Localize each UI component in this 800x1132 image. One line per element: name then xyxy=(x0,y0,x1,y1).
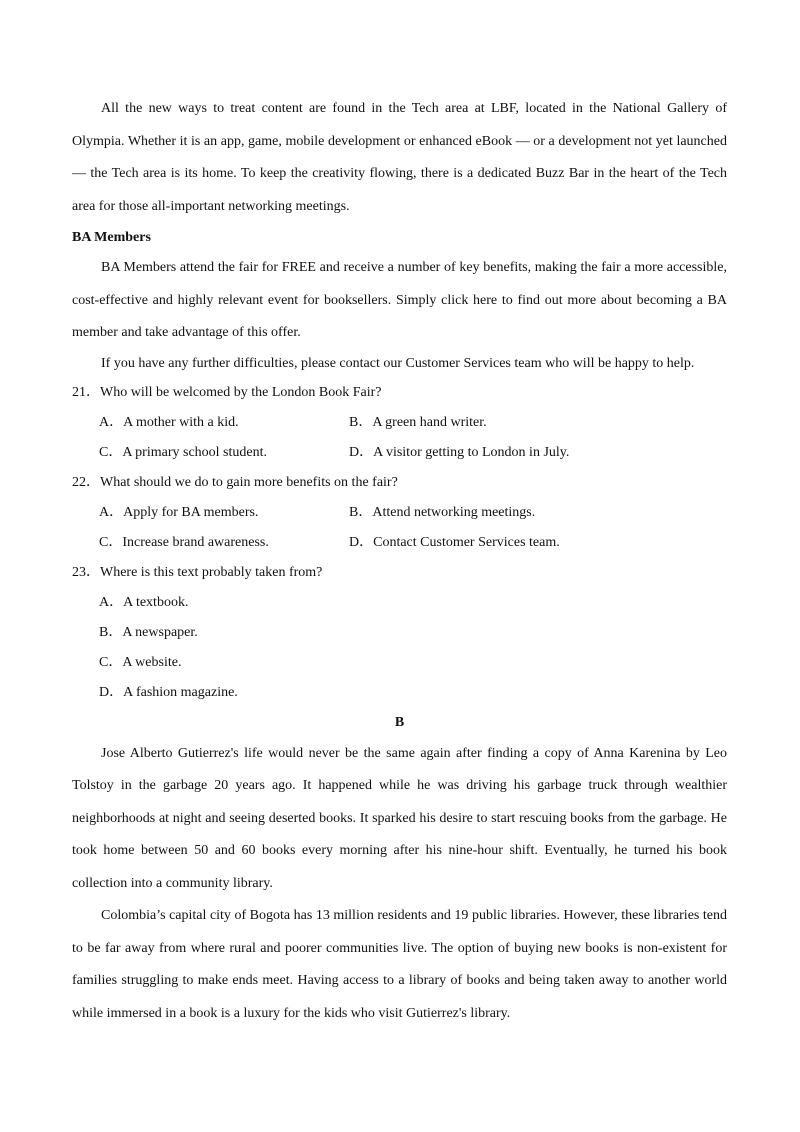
contact-paragraph: If you have any further difficulties, please contact our Customer Services team who will be happy to help. xyxy=(101,355,695,371)
document-page xyxy=(72,93,727,1030)
tech-area-paragraph: All the new ways to treat content are found in the Tech area at LBF, located in the National Gallery of Olympia. Whether it is an app, game, mobile development or enhanced eBook — or a development not yet launched — the Tech area is its home. To keep the creativity flowing, there is a dedicated Buzz Bar in the heart of the Tech area for those all-important networking meetings. xyxy=(72,101,727,214)
option-a: A．A textbook. xyxy=(99,594,189,610)
section-b-title: B xyxy=(394,714,405,730)
question-stem: 22．What should we do to gain more benefits on the fair? xyxy=(72,474,398,490)
option-c: C．Increase brand awareness. xyxy=(99,534,269,550)
question-stem: 23．Where is this text probably taken from? xyxy=(72,564,323,580)
option-d: D．Contact Customer Services team. xyxy=(349,534,560,550)
option-c: C．A website. xyxy=(99,654,182,670)
option-list xyxy=(72,588,727,708)
gutierrez-paragraph: Jose Alberto Gutierrez's life would never be the same again after finding a copy of Anna Karenina by Leo Tolstoy in the garbage 20 years ago. It happened while he was driving his garbage truck through wealthier neighborhoods at night and seeing deserted books. It sparked his desire to start rescuing books from the garbage. He took home between 50 and 60 books every morning after his nine-hour shift. Eventually, he turned his book collection into a community library. xyxy=(72,745,727,891)
option-d: D．A fashion magazine. xyxy=(99,684,238,700)
question-23 xyxy=(72,558,727,708)
option-c: C．A primary school student. xyxy=(99,444,267,460)
question-21 xyxy=(72,378,727,468)
option-d: D．A visitor getting to London in July. xyxy=(349,444,570,460)
question-22 xyxy=(72,468,727,558)
option-b: B．A green hand writer. xyxy=(349,414,487,430)
ba-members-heading: BA Members xyxy=(72,230,151,245)
option-grid xyxy=(72,408,727,468)
option-grid xyxy=(72,498,727,558)
ba-members-paragraph: BA Members attend the fair for FREE and receive a number of key benefits, making the fair a more accessible, cost-effective and highly relevant event for booksellers. Simply click here to find out more about becoming a BA member and take advantage of this offer. xyxy=(72,260,727,340)
option-a: A．A mother with a kid. xyxy=(99,414,239,430)
option-b: B．Attend networking meetings. xyxy=(349,504,536,520)
option-b: B．A newspaper. xyxy=(99,624,198,640)
question-stem: 21．Who will be welcomed by the London Book Fair? xyxy=(72,384,382,400)
bogota-paragraph: Colombia’s capital city of Bogota has 13 million residents and 19 public libraries. However, these libraries tend to be far away from where rural and poorer communities live. The option of buying new books is non-existent for families struggling to make ends meet. Having access to a library of books and being taken away to another world while immersed in a book is a luxury for the kids who visit Gutierrez's library. xyxy=(72,908,727,1021)
option-a: A．Apply for BA members. xyxy=(99,504,259,520)
